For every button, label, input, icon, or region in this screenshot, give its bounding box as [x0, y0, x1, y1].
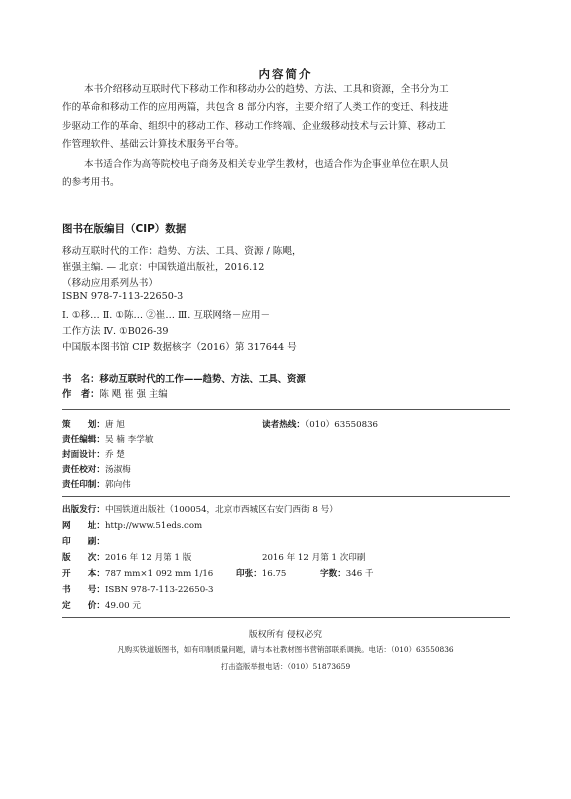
- format-value: 787 mm×1 092 mm 1/16: [104, 569, 214, 579]
- printing-value: 2016 年 12 月第 1 次印刷: [262, 553, 366, 563]
- book-author-value: 陈 飓 崔 强 主编: [99, 389, 168, 400]
- print-manager-label: 责任印制：: [62, 480, 105, 490]
- planner-label: 策 划：: [62, 420, 105, 430]
- edition-value: 2016 年 12 月第 1 版: [104, 553, 192, 563]
- cip-line: 中国版本图书馆 CIP 数据核字（2016）第 317644 号: [62, 342, 297, 353]
- words-label: 字数：: [320, 569, 346, 579]
- editor-line: [62, 433, 153, 445]
- hotline-value: （010）63550836: [304, 420, 379, 430]
- cip-line: Ⅰ. ①移… Ⅱ. ①陈… ②崔… Ⅲ. 互联网络－应用－: [62, 310, 271, 321]
- edition-label: 版 次：: [62, 553, 105, 563]
- format-label: 开 本：: [62, 569, 105, 579]
- publisher-line: [62, 503, 338, 515]
- divider: [62, 496, 510, 497]
- price-line: [62, 599, 141, 611]
- website-value: http://www.51eds.com: [104, 521, 203, 531]
- summary-line: 作管理软件、基础云计算技术服务平台等。: [62, 139, 245, 151]
- sheets-label: 印张：: [236, 569, 262, 579]
- copyright-notice: 版权所有 侵权必究: [248, 630, 323, 640]
- book-title-value: 移动互联时代的工作——趋势、方法、工具、资源: [99, 374, 306, 385]
- summary-line: 的参考用书。: [62, 177, 120, 189]
- planner-line: [62, 418, 125, 430]
- cover-design-value: 乔 楚: [104, 450, 125, 460]
- proofreader-value: 汤淑梅: [104, 465, 131, 475]
- cip-line: （移动应用系列丛书）: [62, 278, 158, 289]
- divider: [62, 617, 510, 618]
- sheets-value: 16.75: [261, 569, 287, 579]
- print-manager-value: 郭向伟: [104, 480, 131, 490]
- editor-label: 责任编辑：: [62, 435, 105, 445]
- divider: [62, 409, 510, 410]
- cip-line: ISBN 978-7-113-22650-3: [62, 291, 184, 302]
- summary-paragraph-2: [62, 156, 510, 193]
- price-label: 定 价：: [62, 601, 105, 611]
- cip-title: 图书在版编目（CIP）数据: [62, 223, 187, 235]
- book-author-line: [62, 386, 168, 400]
- book-title-line: [62, 371, 306, 385]
- hotline-label: 读者热线：: [262, 420, 305, 430]
- format-line: [62, 567, 213, 579]
- publisher-value: 中国铁道出版社（100054，北京市西城区右安门西街 8 号）: [104, 505, 338, 515]
- printer-line: [62, 535, 105, 547]
- book-title-label: 书 名：: [62, 374, 100, 385]
- edition-line: [62, 551, 191, 563]
- isbn-label: 书 号：: [62, 585, 105, 595]
- words-value: 346 千: [345, 569, 374, 579]
- proofreader-label: 责任校对：: [62, 465, 105, 475]
- cover-design-line: [62, 448, 125, 460]
- planner-value: 唐 旭: [104, 420, 125, 430]
- summary-line: 步驱动工作的革命、组织中的移动工作、移动工作终端、企业级移动技术与云计算、移动工: [62, 120, 446, 132]
- isbn-line: [62, 583, 214, 595]
- summary-title: 内容简介: [258, 67, 313, 81]
- cip-line: 崔强主编. — 北京：中国铁道出版社，2016.12: [62, 262, 265, 273]
- print-manager-line: [62, 478, 131, 490]
- quality-notice: 凡购买铁道版图书，如有印制质量问题，请与本社教材图书营销部联系调换。电话：（010）63550836: [117, 645, 454, 654]
- sheets-line: [236, 567, 286, 579]
- isbn-value: ISBN 978-7-113-22650-3: [104, 585, 214, 595]
- cip-line: 工作方法 Ⅳ. ①B026-39: [62, 326, 169, 337]
- website-line: [62, 519, 202, 531]
- summary-line: 作的革命和移动工作的应用两篇，共包含 8 部分内容，主要介绍了人类工作的变迁、科技进: [62, 102, 449, 114]
- words-line: [320, 567, 374, 579]
- printer-label: 印 刷：: [62, 537, 105, 547]
- proofreader-line: [62, 463, 131, 475]
- hotline-line: [262, 418, 378, 430]
- publisher-label: 出版发行：: [62, 505, 105, 515]
- editor-value: 吴 楠 李学敏: [104, 435, 154, 445]
- summary-line: 本书介绍移动互联时代下移动工作和移动办公的趋势、方法、工具和资源，全书分为工: [84, 84, 449, 95]
- cover-design-label: 封面设计：: [62, 450, 105, 460]
- book-author-label: 作 者：: [62, 389, 100, 400]
- cip-line: 移动互联时代的工作：趋势、方法、工具、资源 / 陈飓，: [62, 246, 302, 257]
- piracy-hotline: 打击盗版举报电话：（010）51873659: [220, 662, 351, 671]
- price-value: 49.00 元: [104, 601, 141, 611]
- summary-paragraph-1: [62, 81, 510, 155]
- summary-line: 本书适合作为高等院校电子商务及相关专业学生教材，也适合作为企事业单位在职人员: [84, 159, 449, 170]
- website-label: 网 址：: [62, 521, 105, 531]
